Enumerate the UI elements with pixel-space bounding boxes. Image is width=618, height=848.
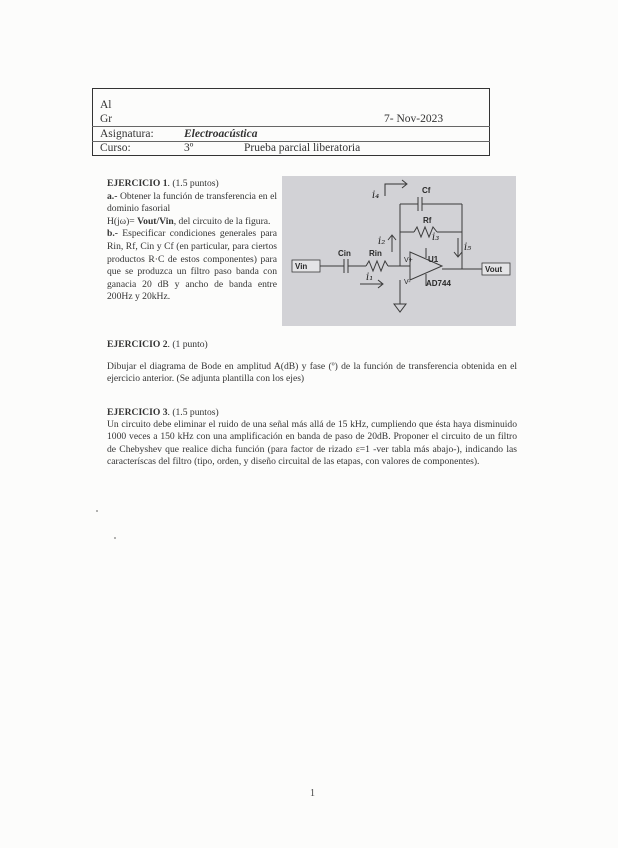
current-arrow-i4 <box>385 184 406 196</box>
page-number: 1 <box>310 788 315 799</box>
exercise-3-title: EJERCICIO 3 <box>107 407 168 418</box>
circuit-diagram <box>282 176 516 326</box>
group-label: Gr <box>100 113 113 125</box>
exercise-3-heading <box>107 407 219 418</box>
exercise-1-title: EJERCICIO 1 <box>107 178 168 189</box>
label-rf: Rf <box>423 216 432 225</box>
part-a-label: a.- <box>107 190 118 202</box>
label-opamp: AD744 <box>426 279 451 288</box>
annotation-i5: i₅ <box>464 242 472 253</box>
exercise-3-points: . (1.5 puntos) <box>167 407 219 418</box>
part-b-label: b.- <box>107 228 118 240</box>
exam-date: 7- Nov-2023 <box>384 113 444 125</box>
ground-symbol <box>394 304 406 312</box>
annotation-i4: i₄ <box>372 190 380 201</box>
part-a-text: Obtener la función de transferencia en el dominio fasorial <box>107 190 277 215</box>
circuit-figure <box>282 176 516 326</box>
label-cin: Cin <box>338 249 351 258</box>
course-label: Curso: <box>100 142 131 154</box>
exercise-1-points: . (1.5 puntos) <box>167 178 219 189</box>
exercise-2-points: . (1 punto) <box>167 339 208 350</box>
subject-label: Asignatura: <box>100 128 154 140</box>
student-name-label: Al <box>100 99 112 111</box>
label-rin: Rin <box>369 249 382 258</box>
annotation-i3: i₃ <box>432 232 440 243</box>
exam-type: Prueba parcial liberatoria <box>244 142 361 154</box>
course-value: 3º <box>184 142 194 154</box>
scan-speck <box>96 510 98 512</box>
transfer-bold: Vout/Vin <box>137 215 174 227</box>
label-cf: Cf <box>422 186 431 195</box>
label-vplus: V+ <box>404 257 413 264</box>
exercise-3-body: Un circuito debe eliminar el ruido de una señal más allá de 15 kHz, cumpliendo que ésta haya disminuido 1000 veces a 150 kHz con una amplificación en banda de paso de 20dB. Proponer el circuito de un filtro de Chebyshev que realice dicha función (para factor de rizado ε=1 -ver tabla más abajo-), indicando las caracteríscas del filtro (tipo, orden, y diseño circuital de las etapas, con valores de componentes). <box>107 419 517 468</box>
part-b-text: Especificar condiciones generales para Rin, Rf, Cin y Cf (en particular, para ciertos productos R·C de estos componentes) para que se produzca un filtro paso banda con ganacia 20 dB y ancho de banda entre 200Hz y 20kHz. <box>107 228 277 303</box>
exercise-2-title: EJERCICIO 2 <box>107 339 168 350</box>
subject-value: Electroacústica <box>184 128 258 140</box>
transfer-prefix: H(jω)= <box>107 215 138 227</box>
transfer-suffix: , del circuito de la figura. <box>173 215 271 227</box>
exercise-2-heading <box>107 339 208 350</box>
label-vout: Vout <box>485 265 503 274</box>
scan-speck <box>114 537 116 539</box>
label-vminus: V- <box>404 279 411 286</box>
label-u1: U1 <box>428 255 439 264</box>
annotation-i2: i₂ <box>378 236 386 247</box>
exercise-1 <box>107 178 277 304</box>
rin-resistor <box>366 261 388 271</box>
label-vin: Vin <box>295 262 308 271</box>
exercise-2-body: Dibujar el diagrama de Bode en amplitud A(dB) y fase (º) de la función de transferencia obtenida en el ejercicio anterior. (Se adjunta plantilla con los ejes) <box>107 361 517 385</box>
annotation-i1: i₁ <box>366 272 374 283</box>
